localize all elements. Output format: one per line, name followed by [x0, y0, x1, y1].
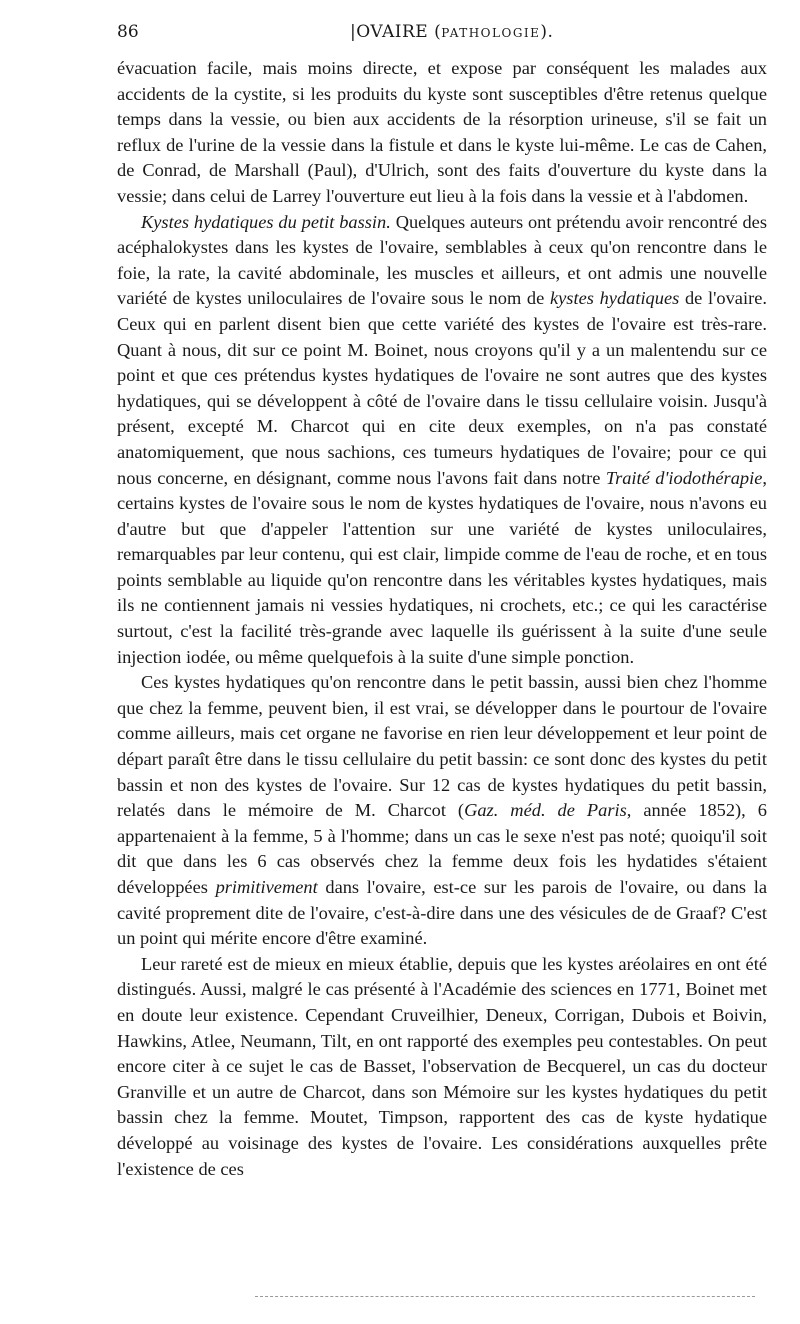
italic-kystes-hydatiques: kystes hydatiques — [549, 288, 680, 309]
running-header — [117, 22, 767, 48]
footer-rule — [255, 1296, 755, 1297]
section-heading: Kystes hydatiques du petit bassin. — [141, 211, 391, 232]
running-title-subject: PATHOLOGIE — [441, 26, 541, 40]
running-title-end: ). — [540, 22, 554, 42]
paragraph-3-part-3: dans l'ovaire, est-ce sur les parois de l'ovaire, ou dans la cavité proprement dite de l'ovaire, c'est-à-dire dans une des vésicules de de Graaf? C'est un point qui mérite encore d'être examiné. — [117, 877, 767, 949]
page-number: 86 — [117, 22, 139, 42]
body-text — [117, 56, 767, 1182]
paragraph-2-part-2: de l'ovaire. Ceux qui en parlent disent bien que cette variété des kystes de l'ovaire est très-rare. Quant à nous, dit sur ce point M. Boinet, nous croyons qu'il y a un malentendu sur ce point et que ces prétendus kystes hydatiques de l'ovaire ne sont autres que des kystes hydatiques, qui se développent à côté de l'ovaire dans le tissu cellulaire voisin. Jusqu'à présent, excepté M. Charcot qui en cite deux exemples, on n'a pas constaté anatomiquement, que nous sachions, ces tumeurs hydatiques de l'ovaire; pour ce qui nous concerne, en désignant, comme nous l'avons fait dans notre — [117, 288, 767, 488]
paragraph-2 — [117, 210, 767, 671]
paragraph-1: évacuation facile, mais moins directe, et expose par conséquent les malades aux accidents de la cystite, si les produits du kyste sont susceptibles d'être retenus quelque temps dans la vessie, ou bien aux accidents de la résorption urineuse, s'il se fait un reflux de l'urine de la vessie dans la fistule et dans le kyste lui-même. Le cas de Cahen, de Conrad, de Marshall (Paul), d'Ulrich, sont des faits d'ouverture du kyste dans la vessie; dans celui de Larrey l'ouverture eut lieu à la fois dans la vessie et à l'abdomen. — [117, 58, 767, 206]
paragraph-4: Leur rareté est de mieux en mieux établie, depuis que les kystes aréolaires en ont été distingués. Aussi, malgré le cas présenté à l'Académie des sciences en 1771, Boinet met en doute leur existence. Cependant Cruveilhier, Deneux, Corrigan, Dubois et Boivin, Hawkins, Atlee, Neumann, Tilt, en ont rapporté des exemples peu contestables. On peut encore citer à ce sujet le cas de Basset, l'observation de Becquerel, un cas du docteur Granville et un autre de Charcot, dans son Mémoire sur les kystes hydatiques du petit bassin chez la femme. Moutet, Timpson, rapportent des cas de kyste hydatique développé au voisinage des kystes de l'ovaire. Les considérations auxquelles prête l'existence de ces — [117, 953, 767, 1179]
paragraph-2-part-1: Quelques auteurs ont prétendu avoir rencontré des acéphalokystes dans les kystes de l'ovaire, semblables à ceux qu'on rencontre dans le foie, la rate, la cavité abdominale, les muscles et ailleurs, et ont admis une nouvelle variété de kystes uniloculaires de l'ovaire sous le nom de — [117, 211, 767, 309]
italic-primitivement: primitivement — [215, 877, 318, 897]
paragraph-3 — [117, 670, 767, 952]
running-title-main: |OVAIRE ( — [350, 22, 442, 42]
paragraph-3-part-1: Ces kystes hydatiques qu'on rencontre dans le petit bassin, aussi bien chez l'homme que chez la femme, peuvent bien, il est vrai, se développer dans le pourtour de l'ovaire comme ailleurs, mais cet organe ne favorise en rien leur développement et leur point de départ paraît être dans le tissu cellulaire du petit bassin: ce sont donc des kystes du petit bassin et non des kystes de l'ovaire. Sur 12 cas de kystes hydatiques du petit bassin, relatés dans le mémoire de M. Charcot ( — [117, 672, 767, 821]
italic-traite: Traité d'iodothérapie — [605, 467, 763, 488]
italic-gazette: Gaz. méd. de Paris — [464, 800, 627, 821]
paragraph-2-part-3: , certains kystes de l'ovaire sous le nom de kystes hydatiques de l'ovaire, nous n'avons eu d'autre but que d'appeler l'attention sur une variété de kystes uniloculaires, remarquables par leur contenu, qui est clair, limpide comme de l'eau de roche, et en tous points semblable au liquide qu'on rencontre dans les véritables kystes hydatiques, mais ils ne contiennent jamais ni vessies hydatiques, ni crochets, etc.; ce qui les caractérise surtout, c'est la facilité très-grande avec laquelle ils guérissent à la suite d'une seule injection iodée, ou même quelquefois à la suite d'une simple ponction. — [117, 467, 767, 667]
paragraph-3-part-2: , année 1852), 6 appartenaient à la femme, 5 à l'homme; dans un cas le sexe n'est pas noté; quoiqu'il soit dit que dans les 6 cas observés chez la femme deux fois les hydatides s'étaient développées — [117, 800, 767, 897]
running-title — [350, 22, 553, 42]
